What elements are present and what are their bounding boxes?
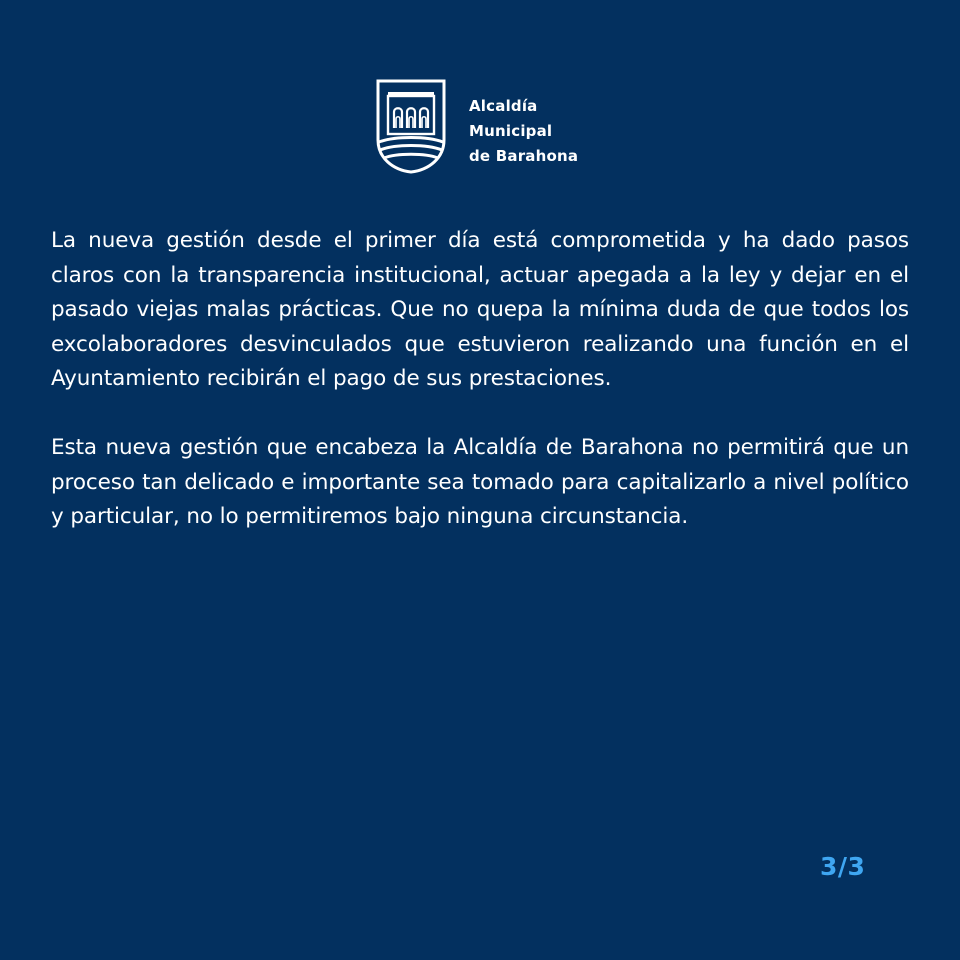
institution-name	[469, 94, 578, 169]
page-indicator: 3/3	[820, 852, 866, 881]
municipal-building-shield-icon	[375, 78, 447, 174]
statement-body	[51, 224, 909, 535]
statement-paragraph: Esta nueva gestión que encabeza la Alcaldía de Barahona no permitirá que un proceso tan delicado e importante sea tomado para capitalizarlo a nivel político y particular, no lo permitiremos bajo ninguna circunstancia.	[51, 435, 909, 529]
institution-name-line: Alcaldía	[469, 97, 538, 115]
institution-name-line: de Barahona	[469, 147, 579, 165]
institution-name-line: Municipal	[469, 122, 553, 140]
statement-paragraph: La nueva gestión desde el primer día está comprometida y ha dado pasos claros con la transparencia institucional, actuar apegada a la ley y dejar en el pasado viejas malas prácticas. Que no quepa la mínima duda de que todos los excolaboradores desvinculados que estuvieron realizando una función en el Ayuntamiento recibirán el pago de sus prestaciones.	[51, 228, 909, 391]
logo-header	[375, 78, 578, 174]
